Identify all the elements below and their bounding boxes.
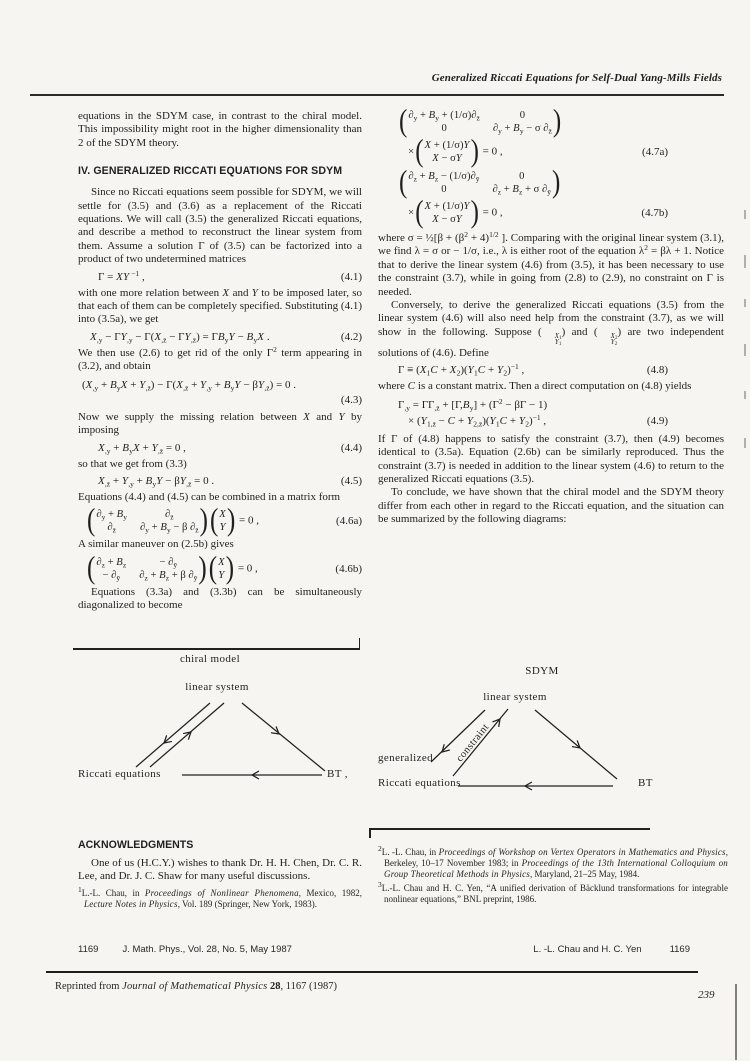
- diagram-node-bt: BT ,: [327, 768, 348, 780]
- scan-speck: [744, 210, 746, 219]
- acknowledgments-section: [78, 839, 362, 909]
- reprint-line: Reprinted from Journal of Mathematical Physics 28, 1167 (1987): [55, 981, 337, 992]
- right-column: [378, 104, 724, 527]
- footer-journal-info: J. Math. Phys., Vol. 28, No. 5, May 1987: [122, 944, 292, 955]
- right-column-end-rule-tick: [369, 828, 371, 838]
- footnote-1: $^1$L.-L. Chau, in Proceedings of Nonlinear Phenomena, Mexico, 1982, Lecture Notes in Physics, Vol. 189 (Springer, New York, 1983).: [78, 884, 362, 909]
- equation-number: (4.9): [646, 414, 668, 427]
- scan-speck: [744, 299, 746, 307]
- equation-number: (4.4): [340, 441, 362, 454]
- scan-edge-line: [735, 984, 737, 1060]
- sdym-diagram: [375, 663, 685, 808]
- equation-number: (4.7a): [642, 146, 668, 158]
- equation-number: (4.8): [646, 364, 668, 377]
- paragraph: Since no Riccati equations seem possible for SDYM, we will settle for (3.5) and (3.6) as a replacement of the Riccati equations. We will call (3.5) the generalized Riccati equations, and describe a method to reconstruct the linear system from them. Assume a solution Γ of (3.5) can be factorized into a product of two undetermined matrices: [78, 186, 362, 266]
- footer-page-number: 1169: [669, 944, 690, 955]
- equation-number: (4.3): [340, 393, 362, 406]
- diagram-title: SDYM: [525, 665, 559, 677]
- running-title: Generalized Riccati Equations for Self-Dual Yang-Mills Fields: [431, 72, 722, 84]
- equation-number: (4.1): [340, 270, 362, 283]
- diagram-node-linear-system: linear system: [185, 681, 249, 693]
- header-rule: [30, 94, 724, 96]
- scan-speck: [744, 438, 746, 448]
- footer-left: [78, 944, 292, 955]
- footer-right: [378, 944, 690, 955]
- equation-4-8: $\Gamma \equiv (X_1C + X_2)(Y_1C + Y_2)^{-1}$ , (4.8): [398, 362, 668, 378]
- diagram-edge-label-constraint: constraint: [454, 721, 492, 765]
- right-column-end-rule: [369, 828, 650, 830]
- equation-number: (4.2): [340, 330, 362, 343]
- paragraph: We then use (2.6) to get rid of the only $\Gamma^2$ term appearing in (3.2), and obtain: [78, 344, 362, 373]
- paragraph: where C is a constant matrix. Then a direct computation on (4.8) yields: [378, 380, 692, 393]
- diagram-node-bt: BT: [638, 777, 653, 789]
- equation-4-3: $(X_{,y} + B_yX + Y_{,z̄}) - \Gamma(X_{,z̄} + Y_{,y} + B_yY - \beta Y_{,z̄}) = 0$ . (4.3): [82, 378, 362, 406]
- equation-number: (4.6b): [335, 562, 362, 575]
- diagram-title: chiral model: [179, 653, 241, 665]
- equation-4-7a: ( $\partial_y + B_y + (1/\sigma)\partial_{z̄}$ 0 0 $\partial_y + B_y - \sigma$ $\partial_{z̄}$ ) ×( X + (1/σ)Y X − σY ) = 0 , (4.7a): [399, 104, 668, 169]
- equation-4-9: $\Gamma_{,y} = \Gamma\Gamma_{,z̄} + [\Gamma,B_y] + (\Gamma^2 - \beta\Gamma - 1)$ × $(Y_{1,z̄} - C + Y_{2,z̄})(Y_1C + Y_2)^{-1}$ , (4.9): [398, 396, 668, 429]
- equation-4-4: $X_{,y} + B_yX + Y_{,z̄} = 0$ , (4.4): [98, 441, 362, 455]
- footnotes-right: [378, 844, 728, 905]
- equation-4-5: $X_{,z̄} + Y_{,y} + B_yY - \beta Y_{,z̄} = 0$ . (4.5): [98, 474, 362, 489]
- paragraph: If Γ of (4.8) happens to satisfy the constraint (3.7), then (4.9) becomes identical to (3.5a). Equation (2.6b) can be similarly reproduced. Thus the constraint (3.7) is needed in addition to the linear system (4.6) to return to the generalized Riccati equations (3.5).: [378, 432, 724, 486]
- equation-4-1: Γ = XY $^{-1}$ , (4.1): [98, 268, 362, 283]
- chiral-model-diagram: [60, 653, 380, 798]
- left-column-end-rule-tick: [359, 638, 361, 649]
- left-column: [78, 110, 362, 613]
- paragraph: equations in the SDYM case, in contrast to the chiral model. This impossibility might root in the higher dimensionality than 2 of the SDYM theory.: [78, 110, 362, 149]
- acknowledgments-text: One of us (H.C.Y.) wishes to thank Dr. H. H. Chen, Dr. C. R. Lee, and Dr. J. C. Shaw for many useful discussions.: [78, 857, 362, 883]
- scan-speck: [744, 391, 746, 399]
- footer-page-number: 1169: [78, 944, 99, 955]
- equation-4-6b: ( $\partial_z + B_z$ − $\partial_ȳ$ − $\partial_ȳ$ $\partial_z + B_z + \beta$ $\partial_ȳ$ )( X Y ) = 0 , (4.6b): [87, 550, 362, 586]
- scan-speck: [744, 344, 746, 356]
- acknowledgments-heading: ACKNOWLEDGMENTS: [78, 839, 194, 851]
- paragraph: where σ = ½[β + $(\beta^2 + 4)^{1/2}$ ]. Comparing with the original linear system (3.1), we find λ = σ or − 1/σ, i.e., λ is either root of the equation $\lambda^2 = \beta\lambda + 1$. Notice that to derive the linear system (4.6) from (3.5), it has been necessary to use the constraint (3.7), while in going from (2.8) to (2.9), no constraint on Γ is needed.: [378, 230, 724, 298]
- equation-number: (4.7b): [641, 207, 668, 219]
- paragraph: Conversely, to derive the generalized Riccati equations (3.5) from the linear system (4.6) will also need help from the constraint (3.7), as we will show in the following. Suppose ( $X_1$ $Y_1$ ) and ( $X_2$ $Y_2$ ) are two independent solutions of (4.6). Define: [378, 299, 724, 360]
- scan-speck: [744, 255, 746, 268]
- equation-4-2: $X_{,y} - \Gamma Y_{,y} - \Gamma(X_{,z̄} - \Gamma Y_{,z̄}) = \Gamma B_yY - B_yX$ . (4.2): [90, 330, 362, 345]
- diagram-node-linear-system: linear system: [483, 691, 547, 703]
- equation-4-6a: ( $\partial_y + B_y$ $\partial_{z̄}$ $\partial_{z̄}$ $\partial_y + B_y - \beta$ $\partial_{z̄}$ )( X Y ) = 0 , (4.6a): [87, 503, 362, 538]
- bottom-rule: [46, 971, 698, 973]
- equation-4-7b: ( $\partial_z + B_z - (1/\sigma)\partial_ȳ$ 0 0 $\partial_z + B_z + \sigma$ $\partial_ȳ$ ) ×( X + (1/σ)Y X − σY ) = 0 , (4.7b): [399, 165, 668, 230]
- diagram-node-generalized: generalized: [378, 752, 434, 764]
- footnote-3: $^3$L.-L. Chau and H. C. Yen, “A unified derivation of Bäcklund transformations for integrable nonlinear equations,” BNL preprint, 1986.: [378, 880, 728, 905]
- paragraph: A similar maneuver on (2.5b) gives: [78, 538, 234, 551]
- diagram-node-riccati-equations: Riccati equations: [78, 768, 161, 780]
- diagram-node-riccati-equations: Riccati equations: [378, 777, 461, 789]
- section-heading: IV. GENERALIZED RICCATI EQUATIONS FOR SDYM: [78, 165, 343, 178]
- equation-number: (4.6a): [336, 515, 362, 528]
- paragraph: Equations (3.3a) and (3.3b) can be simultaneously diagonalized to become: [78, 585, 362, 612]
- left-column-end-rule: [73, 648, 360, 650]
- paragraph: Equations (4.4) and (4.5) can be combined in a matrix form: [78, 490, 341, 503]
- paragraph: so that we get from (3.3): [78, 457, 187, 470]
- book-page-number: 239: [698, 989, 715, 1001]
- paragraph: To conclude, we have shown that the chiral model and the SDYM theory differ from each other in regard to the Riccati equation, and the situation can be summarized by the following diagrams:: [378, 486, 724, 526]
- equation-number: (4.5): [340, 474, 362, 487]
- footnote-2: $^2$L. -L. Chau, in Proceedings of Workshop on Vertex Operators in Mathematics and Physics, Berkeley, 10–17 November 1983; in Proceedings of the 13th International Colloquium on Group Theoretical Methods in Physics, Maryland, 21–25 May, 1984.: [378, 844, 728, 879]
- paragraph: Now we supply the missing relation between X and Y by imposing: [78, 410, 363, 437]
- footer-authors: L. -L. Chau and H. C. Yen: [533, 944, 642, 955]
- paragraph: with one more relation between X and Y to be imposed later, so that each of them can be completely specified. Substituting (4.1) into (3.5a), we get: [78, 286, 362, 326]
